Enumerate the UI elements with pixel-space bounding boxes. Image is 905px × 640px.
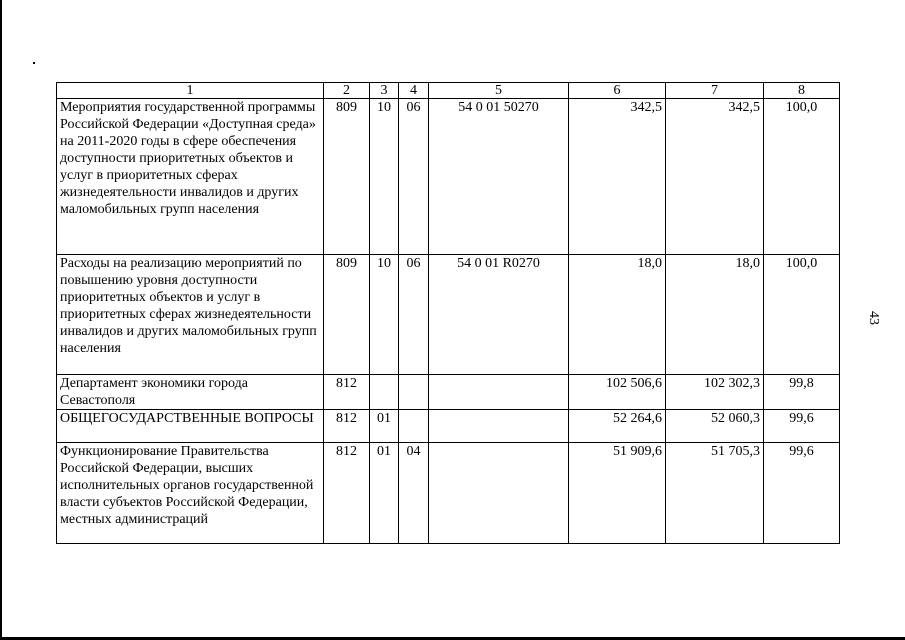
table-row [57,410,840,443]
target-article-cell: 54 0 01 R0270 [429,255,569,375]
column-header: 8 [764,83,840,99]
section-code-cell: 01 [370,443,399,544]
execution-percent-cell: 100,0 [764,99,840,255]
subsection-code-cell: 06 [399,99,429,255]
row-name-cell: ОБЩЕГОСУДАРСТВЕННЫЕ ВОПРОСЫ [57,410,324,443]
target-article-cell [429,375,569,410]
planned-amount-cell: 52 264,6 [569,410,666,443]
table-row [57,443,840,544]
ministry-code-cell: 812 [324,443,370,544]
ministry-code-cell: 812 [324,410,370,443]
target-article-cell [429,410,569,443]
scan-speck [33,62,35,64]
row-name-cell: Расходы на реализацию мероприятий по повышению уровня доступности приоритетных объектов и услуг в приоритетных сферах жизнедеятельности инвалидов и других маломобильных групп населения [57,255,324,375]
page-number: 43 [866,311,881,325]
table-header-row [57,83,840,99]
planned-amount-cell: 18,0 [569,255,666,375]
table-row [57,99,840,255]
section-code-cell [370,375,399,410]
execution-percent-cell: 99,6 [764,410,840,443]
ministry-code-cell: 812 [324,375,370,410]
execution-percent-cell: 99,8 [764,375,840,410]
column-header: 7 [666,83,764,99]
row-name-cell: Мероприятия государственной программы Российской Федерации «Доступная среда» на 2011-2020 годы в сфере обеспечения доступности приоритетных объектов и услуг в приоритетных сферах жизнедеятельности инвалидов и других маломобильных групп населения [57,99,324,255]
execution-percent-cell: 100,0 [764,255,840,375]
column-header: 3 [370,83,399,99]
execution-percent-cell: 99,6 [764,443,840,544]
actual-amount-cell: 51 705,3 [666,443,764,544]
actual-amount-cell: 52 060,3 [666,410,764,443]
row-name-cell: Функционирование Правительства Российской Федерации, высших исполнительных органов государственной власти субъектов Российской Федерации, местных администраций [57,443,324,544]
column-header: 2 [324,83,370,99]
planned-amount-cell: 102 506,6 [569,375,666,410]
target-article-cell: 54 0 01 50270 [429,99,569,255]
table-row [57,255,840,375]
ministry-code-cell: 809 [324,99,370,255]
scan-border-left [0,0,2,640]
subsection-code-cell [399,375,429,410]
section-code-cell: 01 [370,410,399,443]
actual-amount-cell: 18,0 [666,255,764,375]
column-header: 6 [569,83,666,99]
subsection-code-cell: 06 [399,255,429,375]
subsection-code-cell: 04 [399,443,429,544]
actual-amount-cell: 342,5 [666,99,764,255]
planned-amount-cell: 342,5 [569,99,666,255]
target-article-cell [429,443,569,544]
section-code-cell: 10 [370,99,399,255]
column-header: 5 [429,83,569,99]
column-header: 4 [399,83,429,99]
ministry-code-cell: 809 [324,255,370,375]
planned-amount-cell: 51 909,6 [569,443,666,544]
table-row [57,375,840,410]
subsection-code-cell [399,410,429,443]
budget-table [56,82,840,544]
section-code-cell: 10 [370,255,399,375]
actual-amount-cell: 102 302,3 [666,375,764,410]
column-header: 1 [57,83,324,99]
row-name-cell: Департамент экономики города Севастополя [57,375,324,410]
